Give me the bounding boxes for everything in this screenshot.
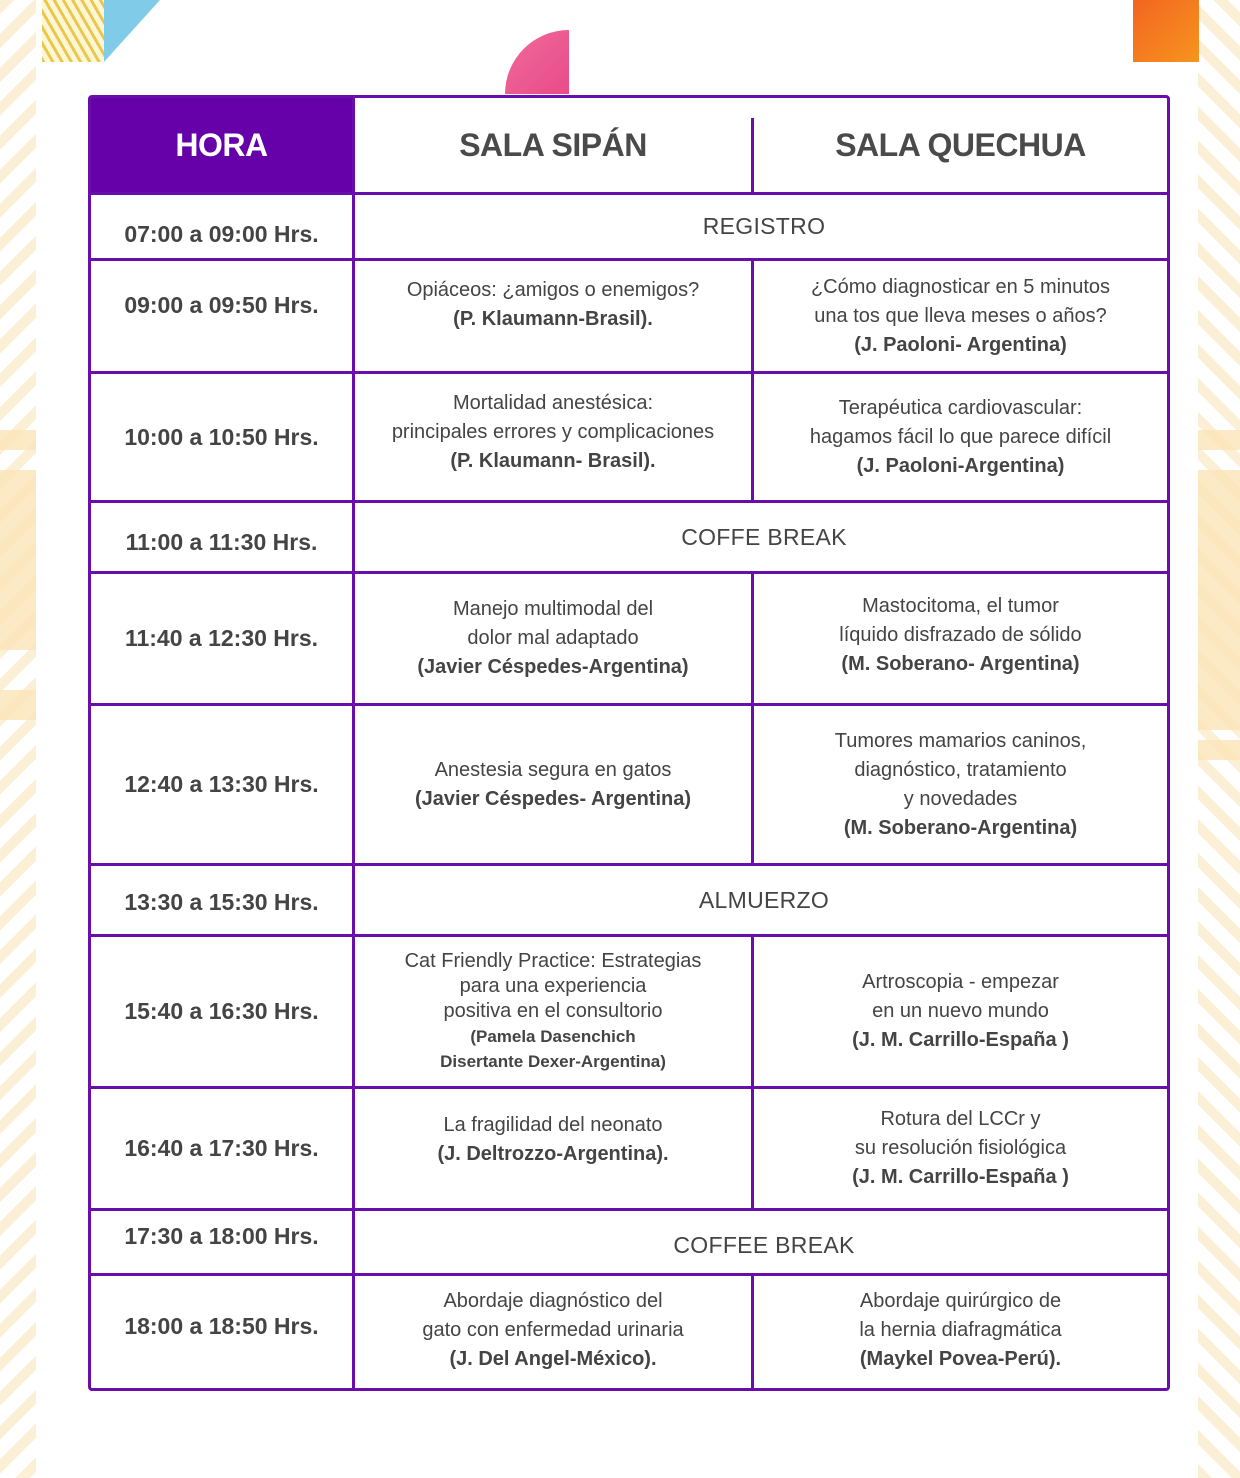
session-title-line: Abordaje diagnóstico del	[443, 1290, 663, 1312]
session-title-line: Artroscopia - empezar	[862, 971, 1059, 993]
session-speaker: (J. Paoloni- Argentina)	[854, 333, 1067, 356]
time-cell: 13:30 a 15:30 Hrs.	[124, 888, 319, 915]
session-title-line: la hernia diafragmática	[859, 1319, 1062, 1341]
session-speaker: (Javier Céspedes- Argentina)	[414, 787, 691, 810]
session-speaker: (Maykel Povea-Perú).	[859, 1348, 1062, 1370]
right-deco-block	[1198, 430, 1240, 450]
session-speaker: (Javier Céspedes-Argentina)	[417, 656, 689, 678]
session-title-line: La fragilidad del neonato	[443, 1113, 663, 1136]
session-title-line: principales errores y complicaciones	[391, 420, 715, 443]
left-deco-block	[0, 470, 36, 650]
time-cell: 15:40 a 16:30 Hrs.	[124, 998, 319, 1024]
time-cell: 07:00 a 09:00 Hrs.	[124, 221, 319, 247]
session-cell-quechua	[754, 261, 1167, 371]
session-title-line: Tumores mamarios caninos,	[834, 729, 1087, 752]
time-cell: 18:00 a 18:50 Hrs.	[124, 1313, 319, 1339]
session-speaker: (P. Klaumann- Brasil).	[450, 449, 656, 472]
session-title-line: Manejo multimodal del	[452, 598, 654, 620]
session-title-line: Abordaje quirúrgico de	[859, 1290, 1062, 1312]
session-title-line: ¿Cómo diagnosticar en 5 minutos	[810, 275, 1111, 298]
session-cell-sipan	[355, 706, 751, 863]
session-title-line: una tos que lleva meses o años?	[814, 304, 1107, 327]
session-cell-quechua	[754, 374, 1167, 500]
orange-square-decoration	[1133, 0, 1199, 62]
session-title-line: Mortalidad anestésica:	[452, 391, 654, 414]
right-deco-block	[1198, 470, 1240, 730]
session-speaker: (J. M. Carrillo-España )	[852, 1166, 1069, 1188]
session-cell-quechua	[754, 706, 1167, 863]
session-cell-quechua	[754, 1276, 1167, 1391]
session-title-line: hagamos fácil lo que parece difícil	[809, 425, 1112, 448]
session-title-line: en un nuevo mundo	[872, 1000, 1049, 1022]
session-title-line: Rotura del LCCr y	[880, 1108, 1041, 1130]
session-title-line: Anestesia segura en gatos	[434, 758, 672, 781]
time-cell: 11:00 a 11:30 Hrs.	[125, 528, 318, 555]
column-divider	[751, 118, 754, 192]
session-speaker: (M. Soberano-Argentina)	[843, 816, 1078, 839]
session-title-line: Mastocitoma, el tumor	[862, 595, 1059, 617]
header-hora: HORA	[91, 98, 352, 192]
left-deco-block	[0, 430, 36, 450]
session-title-line: para una experiencia	[459, 975, 647, 997]
session-cell-quechua	[754, 937, 1167, 1086]
session-speaker: (J. M. Carrillo-España )	[852, 1029, 1069, 1051]
session-title-line: dolor mal adaptado	[467, 627, 639, 649]
span-cell-coffee-break: COFFEE BREAK	[673, 1231, 855, 1258]
time-cell: 09:00 a 09:50 Hrs.	[124, 291, 319, 318]
left-pattern-stripe	[0, 0, 36, 1478]
session-cell-quechua	[754, 574, 1167, 703]
session-title-line: Terapéutica cardiovascular:	[838, 396, 1083, 419]
session-cell-quechua	[754, 1089, 1167, 1208]
left-deco-block	[0, 690, 36, 720]
session-title-line: Cat Friendly Practice: Estrategias	[404, 950, 702, 972]
pink-quarter-circle-decoration	[505, 30, 569, 94]
time-cell: 16:40 a 17:30 Hrs.	[124, 1135, 319, 1161]
session-cell-sipan	[355, 1276, 751, 1391]
session-title-line: positiva en el consultorio	[443, 1000, 663, 1022]
session-cell-sipan	[355, 374, 751, 500]
session-title-line: su resolución fisiológica	[854, 1137, 1067, 1159]
gold-pattern-logo	[42, 0, 104, 62]
time-cell: 12:40 a 13:30 Hrs.	[124, 771, 319, 797]
right-deco-block	[1198, 740, 1240, 760]
time-cell: 11:40 a 12:30 Hrs.	[124, 625, 319, 651]
session-speaker: (P. Klaumann-Brasil).	[453, 308, 653, 330]
span-cell-registro: REGISTRO	[702, 213, 826, 239]
time-cell: 17:30 a 18:00 Hrs.	[124, 1222, 319, 1249]
session-title-line: líquido disfrazado de sólido	[839, 624, 1082, 646]
session-cell-sipan	[355, 261, 751, 371]
header-sala-sipan: SALA SIPÁN	[459, 126, 647, 163]
right-pattern-stripe	[1198, 0, 1240, 1478]
header-sala-quechua: SALA QUECHUA	[835, 126, 1086, 163]
span-cell-almuerzo: ALMUERZO	[698, 886, 830, 913]
blue-triangle-decoration	[104, 0, 160, 62]
session-cell-sipan	[355, 574, 751, 703]
session-speaker: (J. Del Angel-México).	[449, 1348, 657, 1370]
session-title-line: y novedades	[903, 787, 1018, 810]
session-speaker: (J. Deltrozzo-Argentina).	[437, 1142, 669, 1165]
session-title-line: Opiáceos: ¿amigos o enemigos?	[406, 279, 700, 301]
session-title-line: diagnóstico, tratamiento	[854, 758, 1067, 781]
session-speaker: (Pamela Dasenchich	[470, 1027, 636, 1046]
session-cell-sipan	[355, 937, 751, 1086]
schedule-table	[88, 95, 1170, 1391]
session-speaker: Disertante Dexer-Argentina)	[440, 1052, 666, 1071]
time-cell: 10:00 a 10:50 Hrs.	[124, 423, 319, 450]
session-cell-sipan	[355, 1089, 751, 1208]
session-speaker: (M. Soberano- Argentina)	[841, 653, 1080, 675]
session-speaker: (J. Paoloni-Argentina)	[856, 454, 1065, 477]
span-cell-coffee-break: COFFE BREAK	[681, 523, 847, 550]
session-title-line: gato con enfermedad urinaria	[422, 1319, 684, 1341]
